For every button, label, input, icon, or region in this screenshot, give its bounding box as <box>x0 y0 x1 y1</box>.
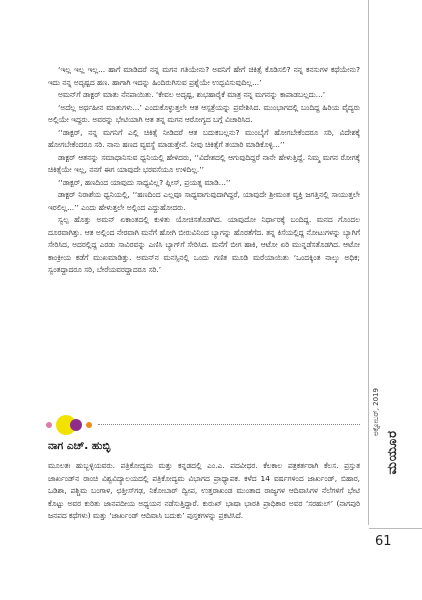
pink-dot-icon <box>46 422 52 428</box>
paragraph: ಅಮನ್‌ಗೆ ಡಾಕ್ಟರ್ ಮಾತು ನೆನಪಾಯಿತು. ‘ಕೇವಲ ಅದೃಷ್ಟ, ಶುಭಹಾರೈಕೆ ಮಾತ್ರ ನನ್ನ ಮಗನನ್ನು ಕಾಪಾಡಬಲ್ಲದು...’ <box>58 90 326 99</box>
magazine-logo: ಮಯೂರ <box>385 430 400 475</box>
author-name: ನಾಗ ಎಚ್. ಹುಬ್ಳಿ <box>48 440 111 452</box>
paragraph: ಡಾಕ್ಟರ್ ನಿರಾಶೆಯ ಧ್ವನಿಯಲ್ಲಿ, ‘‘ಹಣದಿಂದ ಎಲ್ಲವೂ ಸಾಧ್ಯವಾಗುವುದಾಗಿದ್ದರೆ, ಯಾವುದೇ ಶ್ರೀಮಂತ ವ್ಯಕ್ತಿ ಜಗತ್ತಿನಲ್ಲಿ ಸಾಯುತ್ತಲೇ ಇರಲಿಲ್ಲ...’’ ಎಂದು ಹೇಳುತ್ತಲೇ ಅಲ್ಲಿಂದ ಎದ್ದುಹೋದರು. <box>48 190 360 212</box>
paragraph: ಡಾಕ್ಟರ್ ಆತನನ್ನು ಸಮಾಧಾನಿಸುವ ಧ್ವನಿಯಲ್ಲಿ ಹೇಳಿದರು, ‘‘ವಿದೇಶದಲ್ಲಿ ಆಗುವುದಿದ್ದರೆ ನಾನೇ ಹೇಳುತ್ತಿದ್ದೆ. ನಿಮ್ಮ ಮಗನ ರೋಗಕ್ಕೆ ಚಿಕಿತ್ಸೆಯೇ ಇಲ್ಲ, ನನಗೆ ಈಗ ಯಾವುದೇ ಭರವಸೆಯೂ ಉಳಿದಿಲ್ಲ.’’ <box>48 152 360 174</box>
purple-dot-icon <box>70 419 82 431</box>
dotted-divider <box>98 424 360 425</box>
orange-dot-icon <box>86 422 92 428</box>
issue-date: ಅಕ್ಟೋಬರ್, 2019 <box>372 388 380 437</box>
decorative-dots <box>46 414 106 436</box>
paragraph: ‘‘ಡಾಕ್ಟರ್, ಹಣದಿಂದ ಯಾವುದು ಸಾಧ್ಯವಿಲ್ಲ? ಪ್ಲೀಸ್, ಪ್ರಯತ್ನ ಮಾಡಿ...’’ <box>58 177 231 187</box>
paragraph: ‘‘ಡಾಕ್ಟರ್, ನನ್ನ ಮಗನಿಗೆ ಎಲ್ಲಿ ಚಿಕಿತ್ಸೆ ನೀಡಿದರೆ ಆತ ಬದುಕಬಲ್ಲನು? ಮುಂಬೈಗೆ ಹೋಗಬೇಕೆಂದರೂ ಸರಿ, ವಿದೇಶಕ್ಕೆ ಹೋಗಬೇಕೆಂದರೂ ಸರಿ. ನಾನು ಹಣದ ವ್ಯವಸ್ಥೆ ಮಾಡುತ್ತೇನೆ. ನೀವು ಚಿಕಿತ್ಸೆಗೆ ತಯಾರಿ ಮಾಡಿಕೊಳ್ಳಿ...’’ <box>48 127 360 149</box>
paragraph: ಸ್ವಲ್ಪ ಹೊತ್ತು ಅಮನ್ ಏಕಾಂತದಲ್ಲಿ ಕುಳಿತು ಯೋಚಿಸತೊಡಗಿದ. ಯಾವುದೋ ನಿರ್ಧಾರಕ್ಕೆ ಬಂದಿದ್ದ. ಮನದ ಗೊಂದಲ ದೂರವಾಗಿತ್ತು. ಆತ ಅಲ್ಲಿಂದ ನೇರವಾಗಿ ಮನೆಗೆ ಹೋಗಿ ಬೀರುವಿನಿಂದ ಬ್ಯಾಗನ್ನು ಹೊರತೆಗೆದ. ತನ್ನ ಕಿಸೆಯಲ್ಲಿದ್ದ ನೋಟುಗಳನ್ನು ಬ್ಯಾಗಿಗೆ ಸೇರಿಸಿದ, ಅದರಲ್ಲಿದ್ದ ಎರಡು ಸಾವಿರವನ್ನು ಎಣಿಸಿ ಬ್ಯಾಗ್‌ಗೆ ಸೇರಿಸಿದ. ಮನೆಗೆ ಬೀಗ ಹಾಕಿ, ಆಟೋ ಏರಿ ಮುನ್ನಡೆಸತೊಡಗಿದ. ಆಟೋ ಕಾಂಕ್ರೀಯ ಕಡೆಗೆ ಮುಖಮಾಡಿತ್ತು. ಅಮನ್‌ನ ಮನಸ್ಸಿನಲ್ಲಿ ಒಂದು ಗಣಿತ ಮೂಡಿ ಮರೆಯಾಯಿತು ‘ಒಂದಕ್ಕಿಂತ ನಾಲ್ಕು ಅಧಿಕ; ಸ್ವಂತದ್ದಾದರೂ ಸರಿ, ಬೇರೆಯವರದ್ದಾದರೂ ಸರಿ.’ <box>48 215 360 274</box>
bottom-divider <box>369 528 422 529</box>
paragraph: ‘ಇಲ್ಲ ಇಲ್ಲ ಇಲ್ಲ... ಹಾಗೆ ಮಾಡಿದರೆ ನನ್ನ ಮಗನ ಗತಿಯೇನು? ಅವನಿಗೆ ಹೇಗೆ ಚಿಕಿತ್ಸೆ ಕೊಡಿಸಲಿ? ನನ್ನ ಕನಸುಗಳ ಕಥೆಯೇನು? ಇದು ನನ್ನ ಅದೃಷ್ಟದ ಹಣ. ಹಾಗಾಗಿ ಇದನ್ನು ಹಿಂದಿರುಗಿಸುವ ಪ್ರಶ್ನೆಯೇ ಉದ್ಭವಿಸುವುದಿಲ್ಲ...’ <box>48 65 360 87</box>
story-text <box>48 64 360 277</box>
paragraph: ‘ಅದೆಲ್ಲ ಅರ್ಥಹೀನ ಮಾತುಗಳು...’ ಎಂದುಕೊಳ್ಳುತ್ತಲೇ ಆತ ಆಸ್ಪತ್ರೆಯನ್ನು ಪ್ರವೇಶಿಸಿದ. ಮುಂಭಾಗದಲ್ಲಿ ಬಂದಿದ್ದ ಹಿರಿಯ ವೈದ್ಯರು ಅಲ್ಲಿಯೇ ಇದ್ದರು. ಅವರನ್ನು ಭೇಟಿಯಾಗಿ ಆತ ತನ್ನ ಮಗನ ಆರೋಗ್ಯದ ಬಗ್ಗೆ ವಿಚಾರಿಸಿದ. <box>48 102 360 124</box>
page-number: 61 <box>375 534 392 549</box>
author-bio: ಮೂಲತಃ ಹುಬ್ಬಳ್ಳಿಯವರು. ಪತ್ರಿಕೋದ್ಯಮ ಮತ್ತು ಕನ್ನಡದಲ್ಲಿ ಎಂ.ಎ. ಪದವೀಧರ. ಕೆಲಕಾಲ ಪತ್ರಕರ್ತರಾಗಿ ಕೆಲಸ. ಪ್ರಸ್ತುತ ಜಾರ್ಖಂಡ್‌ನ ರಾಂಚಿ ವಿಶ್ವವಿದ್ಯಾಲಯದಲ್ಲಿ ಪತ್ರಿಕೋದ್ಯಮ ವಿಭಾಗದ ಪ್ರಾಧ್ಯಾಪಕ. ಕಳೆದ 14 ವರ್ಷಗಳಿಂದ ಜಾರ್ಖಂಡ್, ಬಿಹಾರ, ಒಡಿಶಾ, ಪಶ್ಚಿಮ ಬಂಗಾಳ, ಛತ್ತೀಸ್‌ಗಢ, ನಿಕೋಬಾರ್ ದ್ವೀಪ, ಉತ್ತರಾಖಂಡ ಮುಂತಾದ ರಾಜ್ಯಗಳ ಆದಿವಾಸಿಗಳ ನೆಲೆಗಳಿಗೆ ಭೇಟಿ ಕೊಟ್ಟು ಅವರ ಕುರಿತು ಜಾನಪದೀಯ ಅಧ್ಯಯನ ನಡೆಸುತ್ತಿದ್ದಾರೆ. ಕುರುಖ್ ಭಾಷಾ ಭಾರತಿ ಪ್ರಾಧಿಕಾರ ಅವರ ‘ಸರಹುಲ್’ (ನಾಗಪುರಿ ಜನಪದ ಕಥೆಗಳು) ಮತ್ತು ‘ಜಾರ್ಖಂಡ್ ಆದಿವಾಸಿ ಬದುಕು’ ಪುಸ್ತಕಗಳನ್ನು ಪ್ರಕಟಿಸಿದೆ. <box>48 461 360 520</box>
side-divider <box>368 0 369 525</box>
